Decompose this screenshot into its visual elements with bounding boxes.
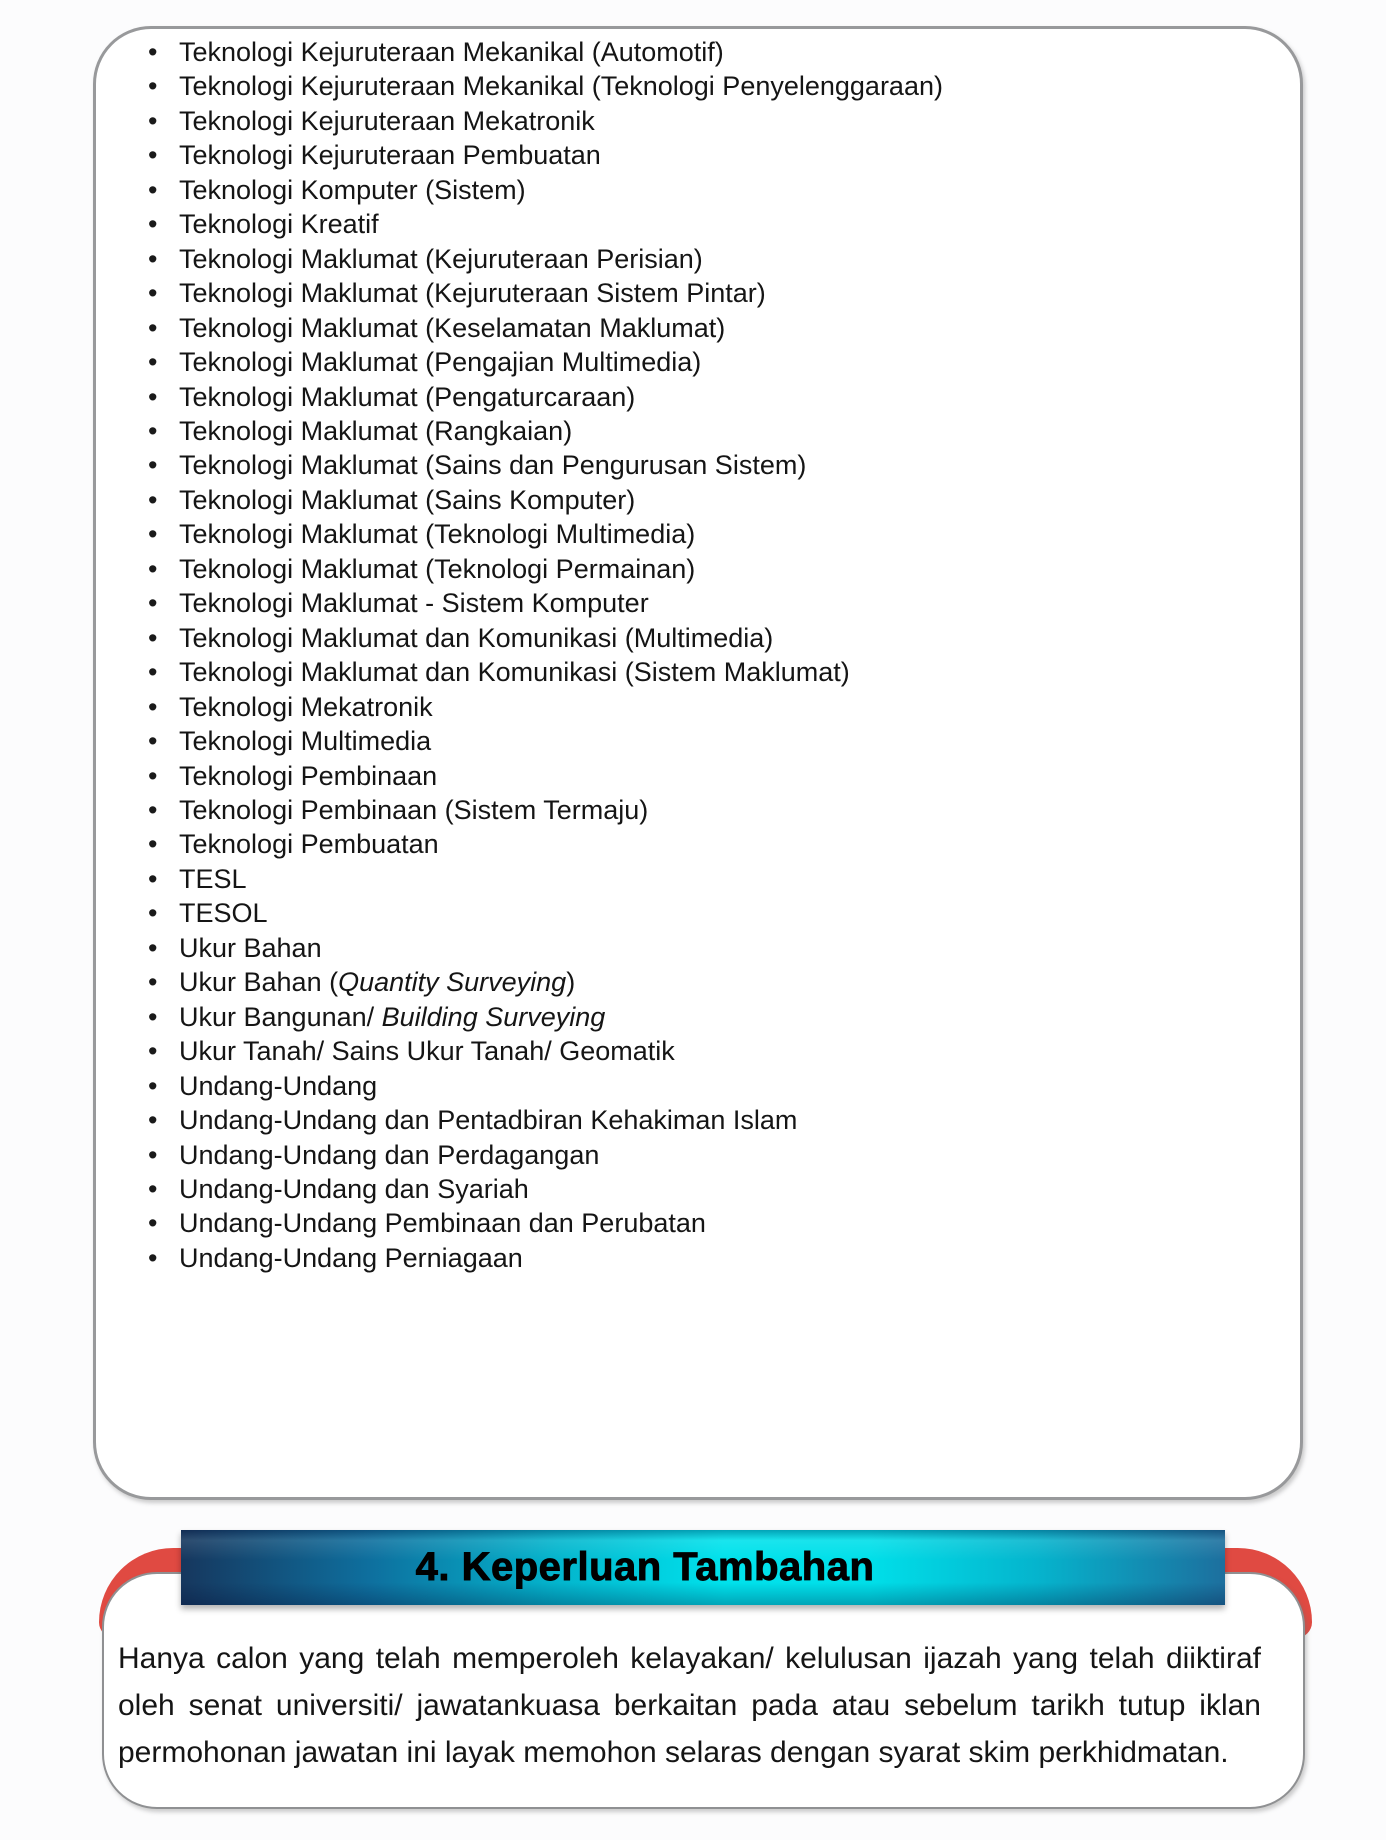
list-item: • Teknologi Maklumat (Teknologi Multimedia) (96, 517, 1290, 551)
list-item: • Teknologi Maklumat (Keselamatan Maklumat) (96, 311, 1290, 345)
list-item: • Teknologi Maklumat (Kejuruteraan Sistem Pintar) (96, 276, 1290, 310)
list-item: • Teknologi Multimedia (96, 724, 1290, 758)
list-item: • Teknologi Kejuruteraan Mekanikal (Automotif) (96, 35, 1290, 69)
list-item: • Undang-Undang (96, 1069, 1290, 1103)
list-item: • Teknologi Kejuruteraan Mekatronik (96, 104, 1290, 138)
list-item: • Teknologi Maklumat (Sains dan Pengurusan Sistem) (96, 448, 1290, 482)
list-item: • Ukur Bangunan/ Building Surveying (96, 1000, 1290, 1034)
fields-list (96, 29, 1300, 1275)
list-item: • Teknologi Maklumat dan Komunikasi (Multimedia) (96, 621, 1290, 655)
list-item: • Undang-Undang dan Syariah (96, 1172, 1290, 1206)
list-item: • TESOL (96, 896, 1290, 930)
list-item: • Teknologi Maklumat dan Komunikasi (Sistem Maklumat) (96, 655, 1290, 689)
list-item: • Teknologi Maklumat (Teknologi Permainan) (96, 552, 1290, 586)
list-item: • Ukur Tanah/ Sains Ukur Tanah/ Geomatik (96, 1034, 1290, 1068)
list-item: • Teknologi Pembinaan (Sistem Termaju) (96, 793, 1290, 827)
list-item: • Undang-Undang dan Pentadbiran Kehakiman Islam (96, 1103, 1290, 1137)
section-banner-title: 4. Keperluan Tambahan (415, 1545, 875, 1589)
list-item: • Teknologi Maklumat (Pengajian Multimedia) (96, 345, 1290, 379)
list-item: • Teknologi Maklumat (Sains Komputer) (96, 483, 1290, 517)
list-item: • TESL (96, 862, 1290, 896)
list-item: • Teknologi Pembuatan (96, 827, 1290, 861)
list-item: • Ukur Bahan (Quantity Surveying) (96, 965, 1290, 999)
list-item: • Teknologi Pembinaan (96, 759, 1290, 793)
list-item: • Teknologi Komputer (Sistem) (96, 173, 1290, 207)
fields-list-panel (93, 26, 1303, 1500)
list-item: • Undang-Undang Perniagaan (96, 1241, 1290, 1275)
list-item: • Teknologi Kreatif (96, 207, 1290, 241)
requirements-paragraph: Hanya calon yang telah memperoleh kelayakan/ kelulusan ijazah yang telah diiktiraf oleh senat universiti/ jawatankuasa berkaitan pada atau sebelum tarikh tutup iklan permohonan jawatan ini layak memohon selaras dengan syarat skim perkhidmatan. (118, 1642, 1261, 1769)
list-item: • Teknologi Maklumat (Kejuruteraan Perisian) (96, 242, 1290, 276)
list-item: • Ukur Bahan (96, 931, 1290, 965)
list-item: • Undang-Undang Pembinaan dan Perubatan (96, 1206, 1290, 1240)
list-item: • Undang-Undang dan Perdagangan (96, 1138, 1290, 1172)
list-item: • Teknologi Kejuruteraan Pembuatan (96, 138, 1290, 172)
list-item: • Teknologi Mekatronik (96, 690, 1290, 724)
list-item: • Teknologi Maklumat - Sistem Komputer (96, 586, 1290, 620)
additional-requirements-panel (102, 1572, 1305, 1809)
list-item: • Teknologi Kejuruteraan Mekanikal (Teknologi Penyelenggaraan) (96, 69, 1290, 103)
list-item: • Teknologi Maklumat (Pengaturcaraan) (96, 380, 1290, 414)
list-item: • Teknologi Maklumat (Rangkaian) (96, 414, 1290, 448)
section-banner (181, 1530, 1225, 1605)
